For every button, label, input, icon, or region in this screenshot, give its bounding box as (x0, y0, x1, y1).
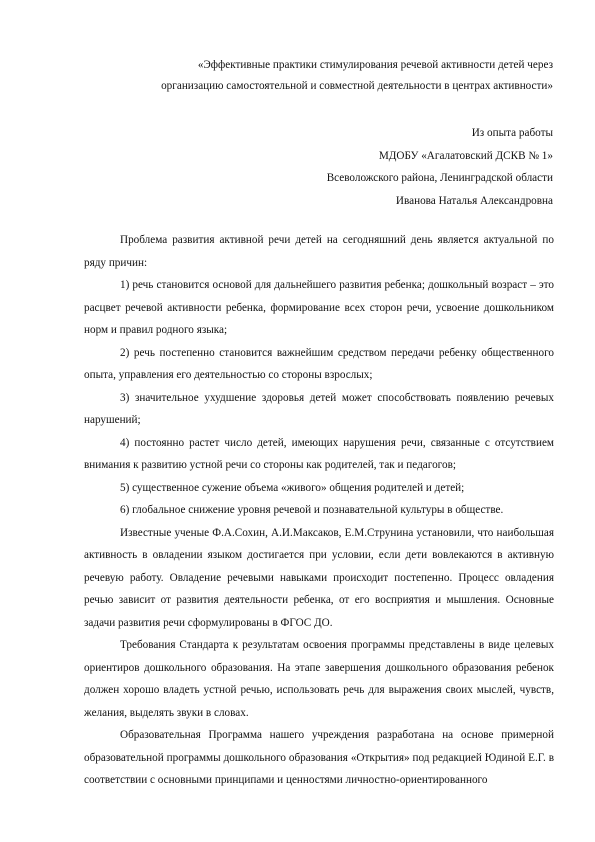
experience-label: Из опыта работы (471, 127, 553, 139)
paragraph-reason-6: 6) глобальное снижение уровня речевой и познавательной культуры в обществе. (120, 504, 504, 516)
document-title (40, 55, 553, 97)
paragraph-program: Образовательная Программа нашего учреждения разработана на основе примерной образовательной программы дошкольного образования «Открытия» под редакцией Юдиной Е.Г. в соответствии с основными принципами и ценностями личностно-ориентированного (84, 729, 554, 786)
paragraph-scientists: Известные ученые Ф.А.Сохин, А.И.Максаков, Е.М.Струнина установили, что наибольшая активность в овладении языком достигается при условии, если дети вовлекаются в активную речевую работу. Овладение речевыми навыками происходит постепенно. Процесс овладения речью зависит от развития деятельности ребенка, от его восприятия и мышления. Основные задачи развития речи сформулированы в ФГОС ДО. (84, 526, 554, 629)
paragraph-reason-3: 3) значительное ухудшение здоровья детей может способствовать появлению речевых нарушений; (84, 391, 554, 426)
paragraph-intro: Проблема развития активной речи детей на сегодняшний день является актуальной по ряду причин: (84, 234, 554, 269)
paragraph-reason-5: 5) существенное сужение объема «живого» общения родителей и детей; (120, 481, 465, 494)
document-body (84, 229, 554, 792)
author-name: Иванова Наталья Александровна (395, 194, 553, 207)
title-line-2: организацию самостоятельной и совместной деятельности в центрах активности» (161, 80, 553, 92)
paragraph-reason-1: 1) речь становится основой для дальнейшего развития ребенка; дошкольный возраст – это расцвет речевой активности ребенка, формирование всех сторон речи, усвоение дошкольником норм и правил родного языка; (84, 279, 554, 336)
paragraph-reason-2: 2) речь постепенно становится важнейшим средством передачи ребенку общественного опыта, управления его деятельностью со стороны взрослых; (84, 346, 554, 381)
title-line-1: «Эффективные практики стимулирования речевой активности детей через (197, 59, 553, 71)
author-info (40, 122, 553, 212)
paragraph-standard: Требования Стандарта к результатам освоения программы представлены в виде целевых ориентиров дошкольного образования. На этапе завершения дошкольного образования ребенок должен хорошо владеть устной речью, использовать речь для выражения своих мыслей, чувств, желания, выделять звуки в словах. (84, 639, 554, 719)
institution-name: МДОБУ «Агалатовский ДСКВ № 1» (378, 149, 553, 162)
paragraph-reason-4: 4) постоянно растет число детей, имеющих нарушения речи, связанные с отсутствием внимания к развитию устной речи со стороны как родителей, так и педагогов; (84, 436, 554, 471)
institution-region: Всеволожского района, Ленинградской области (326, 172, 553, 184)
